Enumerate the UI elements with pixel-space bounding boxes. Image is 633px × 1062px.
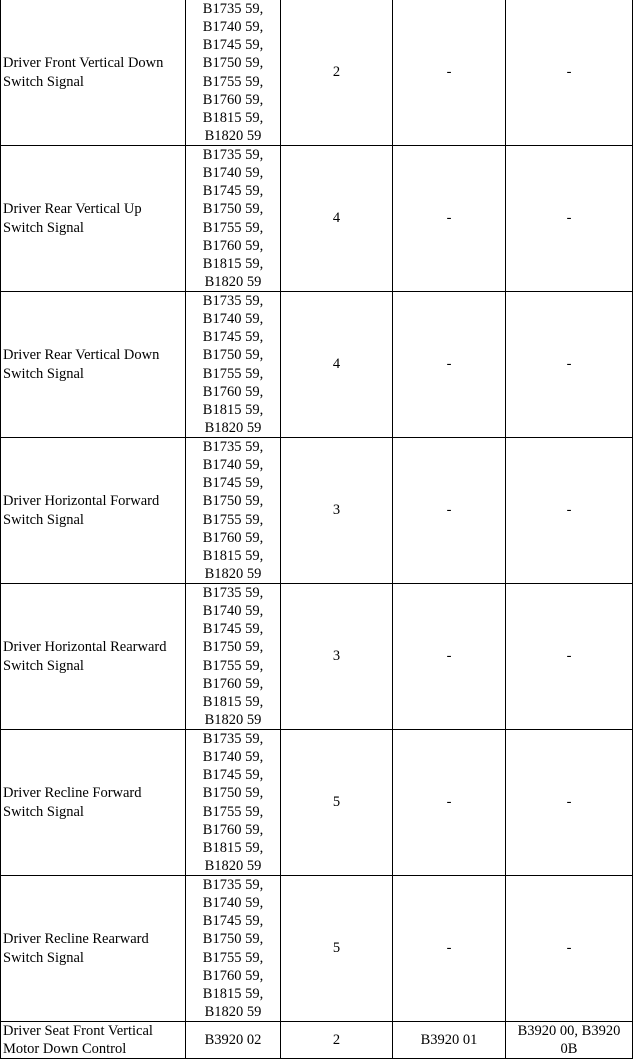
signal-name-line: Driver Seat Front Vertical — [3, 1023, 153, 1039]
table-row — [1, 1022, 633, 1059]
value-cell: 3 — [281, 438, 393, 584]
dtc-code: B1735 59, — [202, 1, 264, 18]
value-cell: 4 — [281, 146, 393, 292]
dtc-code: B1760 59, — [202, 383, 264, 400]
dtc-code: B1820 59 — [204, 273, 262, 290]
value-cell: 2 — [281, 0, 393, 146]
dtc-code: B1750 59, — [202, 639, 264, 656]
dtc-code: B1820 59 — [204, 565, 262, 582]
value-cell: - — [506, 876, 633, 1022]
dtc-code: B1740 59, — [202, 457, 264, 474]
dtc-code: B1745 59, — [202, 621, 264, 638]
dtc-code: B1750 59, — [202, 785, 264, 802]
dtc-code: B1815 59, — [202, 547, 264, 564]
value-cell: - — [393, 438, 506, 584]
value-cell: - — [506, 584, 633, 730]
dtc-code: B1815 59, — [202, 109, 264, 126]
dtc-code: B1735 59, — [202, 439, 264, 456]
dtc-code: B1760 59, — [202, 237, 264, 254]
value-cell — [506, 1022, 633, 1059]
signal-name-line: Switch Signal — [3, 511, 84, 528]
table-row — [1, 584, 633, 730]
value-cell: - — [506, 730, 633, 876]
dtc-code: B1745 59, — [202, 913, 264, 930]
signal-name-line: Switch Signal — [3, 365, 84, 382]
signal-name-line: Switch Signal — [3, 803, 84, 820]
signal-name-cell — [1, 292, 186, 438]
dtc-code: B1815 59, — [202, 255, 264, 272]
dtc-list-cell — [186, 438, 281, 584]
dtc-code: B1745 59, — [202, 767, 264, 784]
value-cell: B3920 01 — [393, 1022, 506, 1059]
dtc-code: B1745 59, — [202, 183, 264, 200]
value-cell: 4 — [281, 292, 393, 438]
table-row — [1, 876, 633, 1022]
value-cell: - — [506, 146, 633, 292]
dtc-code: B3920 00, B3920 — [517, 1023, 621, 1039]
signal-name-cell — [1, 584, 186, 730]
table-row — [1, 0, 633, 146]
dtc-code: B1760 59, — [202, 675, 264, 692]
signal-name-line: Driver Recline Rearward — [3, 931, 149, 948]
value-cell: - — [393, 584, 506, 730]
dtc-code: B1755 59, — [202, 949, 264, 966]
value-cell: 3 — [281, 584, 393, 730]
table-row — [1, 146, 633, 292]
dtc-code: B1735 59, — [202, 731, 264, 748]
signal-name-line: Driver Horizontal Forward — [3, 493, 160, 510]
value-cell: - — [506, 0, 633, 146]
dtc-code: B1750 59, — [202, 201, 264, 218]
value-cell: - — [506, 438, 633, 584]
dtc-list-cell — [186, 876, 281, 1022]
signal-name-line: Switch Signal — [3, 949, 84, 966]
dtc-code: B1760 59, — [202, 821, 264, 838]
dtc-code: B1815 59, — [202, 693, 264, 710]
dtc-list-cell — [186, 146, 281, 292]
dtc-code: B1740 59, — [202, 311, 264, 328]
value-cell: - — [506, 292, 633, 438]
dtc-code: B1820 59 — [204, 1003, 262, 1020]
dtc-code: B1820 59 — [204, 711, 262, 728]
dtc-code: B1815 59, — [202, 839, 264, 856]
dtc-code: B1740 59, — [202, 603, 264, 620]
dtc-code: B1820 59 — [204, 127, 262, 144]
dtc-code-cell: B3920 02 — [186, 1022, 281, 1059]
signal-name-line: Driver Rear Vertical Up — [3, 201, 142, 218]
dtc-code: B1750 59, — [202, 55, 264, 72]
dtc-code: B1735 59, — [202, 147, 264, 164]
signal-name-line: Switch Signal — [3, 73, 84, 90]
dtc-code: B1815 59, — [202, 401, 264, 418]
dtc-code: B1755 59, — [202, 511, 264, 528]
dtc-list-cell — [186, 292, 281, 438]
dtc-code: B1735 59, — [202, 585, 264, 602]
value-cell: - — [393, 730, 506, 876]
signal-name-line: Driver Horizontal Rearward — [3, 639, 167, 656]
value-cell: 5 — [281, 730, 393, 876]
dtc-list-cell — [186, 730, 281, 876]
dtc-code: B1740 59, — [202, 165, 264, 182]
dtc-code: B1755 59, — [202, 365, 264, 382]
signal-name-line: Motor Down Control — [3, 1041, 127, 1057]
dtc-code: B1740 59, — [202, 19, 264, 36]
dtc-code: B1760 59, — [202, 91, 264, 108]
dtc-code: B1760 59, — [202, 529, 264, 546]
dtc-list-cell — [186, 0, 281, 146]
signal-name-cell — [1, 1022, 186, 1059]
dtc-code: 0B — [560, 1041, 578, 1057]
signal-name-cell — [1, 876, 186, 1022]
dtc-code: B1820 59 — [204, 857, 262, 874]
table-row — [1, 730, 633, 876]
dtc-code: B1740 59, — [202, 749, 264, 766]
signal-name-line: Switch Signal — [3, 219, 84, 236]
dtc-code: B1750 59, — [202, 347, 264, 364]
signal-name-line: Driver Recline Forward — [3, 785, 142, 802]
dtc-code: B1745 59, — [202, 475, 264, 492]
value-cell: - — [393, 292, 506, 438]
dtc-code: B1735 59, — [202, 293, 264, 310]
value-cell: - — [393, 146, 506, 292]
dtc-code: B1750 59, — [202, 931, 264, 948]
signal-name-cell — [1, 0, 186, 146]
dtc-code: B1745 59, — [202, 329, 264, 346]
dtc-code: B1755 59, — [202, 219, 264, 236]
table-row — [1, 438, 633, 584]
signal-name-cell — [1, 730, 186, 876]
signal-name-line: Driver Rear Vertical Down — [3, 347, 160, 364]
dtc-code: B1820 59 — [204, 419, 262, 436]
dtc-code: B1735 59, — [202, 877, 264, 894]
signal-name-cell — [1, 146, 186, 292]
dtc-code: B1755 59, — [202, 803, 264, 820]
value-cell: - — [393, 876, 506, 1022]
dtc-code: B1760 59, — [202, 967, 264, 984]
dtc-code: B1755 59, — [202, 73, 264, 90]
dtc-code: B1755 59, — [202, 657, 264, 674]
dtc-code: B1815 59, — [202, 985, 264, 1002]
dtc-code: B1750 59, — [202, 493, 264, 510]
dtc-list-cell — [186, 584, 281, 730]
signal-name-line: Switch Signal — [3, 657, 84, 674]
dtc-code: B1740 59, — [202, 895, 264, 912]
signal-name-line: Driver Front Vertical Down — [3, 55, 164, 72]
dtc-code: B1745 59, — [202, 37, 264, 54]
value-cell: 5 — [281, 876, 393, 1022]
table-row — [1, 292, 633, 438]
value-cell: 2 — [281, 1022, 393, 1059]
signal-name-cell — [1, 438, 186, 584]
value-cell: - — [393, 0, 506, 146]
